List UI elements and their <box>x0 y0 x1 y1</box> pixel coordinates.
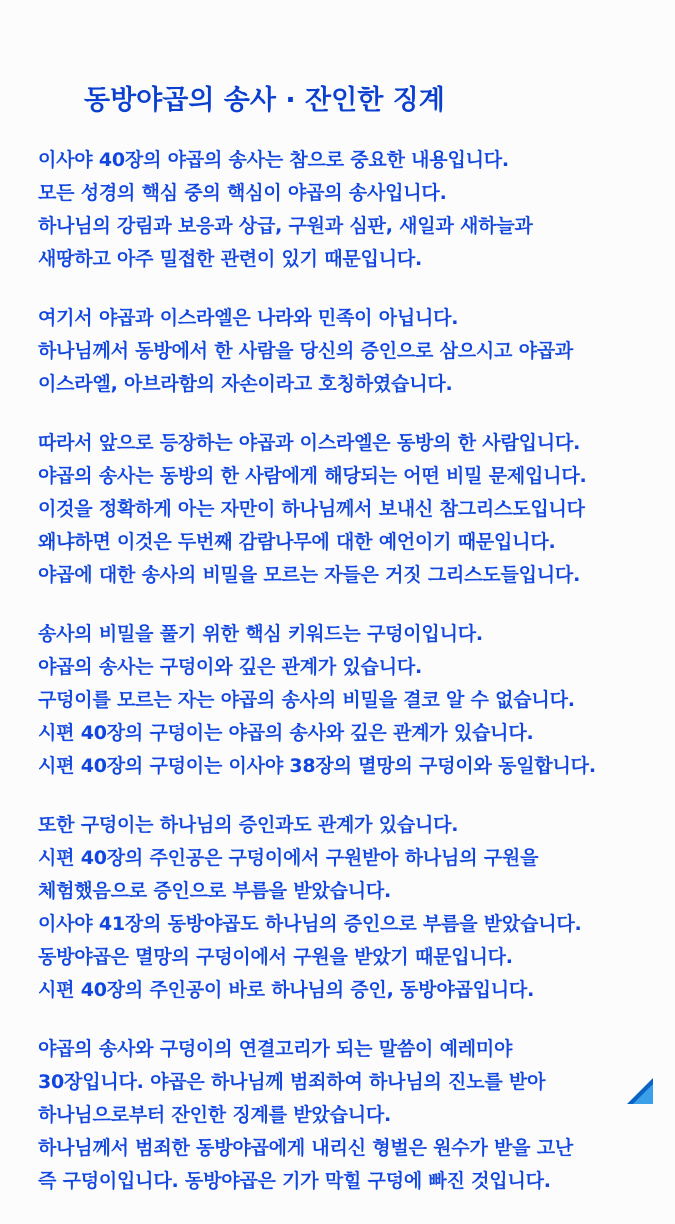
paragraph-3 <box>38 427 668 592</box>
text-line: 이것을 정확하게 아는 자만이 하나님께서 보내신 참그리스도입니다 <box>38 498 585 520</box>
text-line: 구덩이를 모르는 자는 야곱의 송사의 비밀을 결코 알 수 없습니다. <box>38 689 575 711</box>
paragraph-5 <box>38 809 668 1007</box>
text-line: 야곱의 송사와 구덩이의 연결고리가 되는 말씀이 예레미야 <box>38 1038 513 1060</box>
corner-triangle-light <box>633 1084 653 1104</box>
text-line: 또한 구덩이는 하나님의 증인과도 관계가 있습니다. <box>38 814 459 836</box>
text-line: 시편 40장의 구덩이는 야곱의 송사와 깊은 관계가 있습니다. <box>38 722 534 744</box>
text-line: 하나님으로부터 잔인한 징계를 받았습니다. <box>38 1104 392 1126</box>
text-line: 하나님께서 동방에서 한 사람을 당신의 증인으로 삼으시고 야곱과 <box>38 340 574 362</box>
paragraph-1 <box>38 144 668 276</box>
text-line: 즉 구덩이입니다. 동방야곱은 기가 막힐 구덩에 빠진 것입니다. <box>38 1170 551 1192</box>
text-line: 왜냐하면 이것은 두번째 감람나무에 대한 예언이기 때문입니다. <box>38 531 556 553</box>
text-line: 야곱의 송사는 구덩이와 깊은 관계가 있습니다. <box>38 656 423 678</box>
paragraph-4 <box>38 618 668 783</box>
paragraph-6 <box>38 1033 668 1198</box>
text-line: 하나님의 강림과 보응과 상급, 구원과 심판, 새일과 새하늘과 <box>38 215 533 237</box>
text-line: 야곱의 송사는 동방의 한 사람에게 해당되는 어떤 비밀 문제입니다. <box>38 465 587 487</box>
paragraph-2 <box>38 302 668 401</box>
text-line: 이사야 40장의 야곱의 송사는 참으로 중요한 내용입니다. <box>38 149 509 171</box>
text-line: 따라서 앞으로 등장하는 야곱과 이스라엘은 동방의 한 사람입니다. <box>38 432 581 454</box>
text-line: 이스라엘, 아브라함의 자손이라고 호칭하였습니다. <box>38 373 453 395</box>
text-line: 동방야곱은 멸망의 구덩이에서 구원을 받았기 때문입니다. <box>38 946 513 968</box>
text-line: 시편 40장의 주인공은 구덩이에서 구원받아 하나님의 구원을 <box>38 847 539 869</box>
page-title: 동방야곱의 송사 · 잔인한 징계 <box>84 85 445 116</box>
text-line: 시편 40장의 주인공이 바로 하나님의 증인, 동방야곱입니다. <box>38 979 535 1001</box>
text-line: 체험했음으로 증인으로 부름을 받았습니다. <box>38 880 392 902</box>
text-line: 새땅하고 아주 밀접한 관련이 있기 때문입니다. <box>38 248 423 270</box>
document-body <box>38 144 668 1224</box>
text-line: 모든 성경의 핵심 중의 핵심이 야곱의 송사입니다. <box>38 182 447 204</box>
text-line: 야곱에 대한 송사의 비밀을 모르는 자들은 거짓 그리스도들입니다. <box>38 564 581 586</box>
text-line: 시편 40장의 구덩이는 이사야 38장의 멸망의 구덩이와 동일합니다. <box>38 755 596 777</box>
text-line: 이사야 41장의 동방야곱도 하나님의 증인으로 부름을 받았습니다. <box>38 913 582 935</box>
text-line: 여기서 야곱과 이스라엘은 나라와 민족이 아닙니다. <box>38 307 459 329</box>
corner-triangle-icon <box>627 1078 653 1104</box>
text-line: 송사의 비밀을 풀기 위한 핵심 키워드는 구덩이입니다. <box>38 623 483 645</box>
text-line: 하나님께서 범죄한 동방야곱에게 내리신 형벌은 원수가 받을 고난 <box>38 1137 574 1159</box>
text-line: 30장입니다. 야곱은 하나님께 범죄하여 하나님의 진노를 받아 <box>38 1071 546 1093</box>
